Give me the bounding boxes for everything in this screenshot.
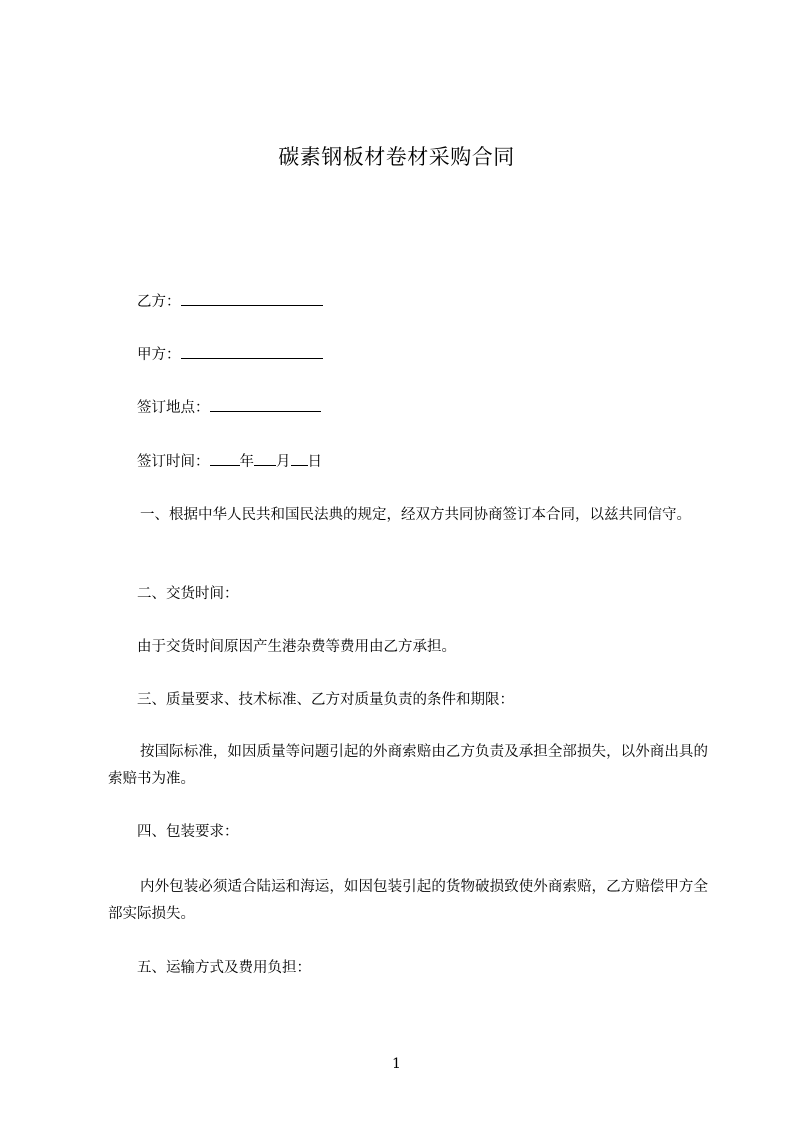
day-blank	[291, 451, 308, 466]
party-a-label: 甲方：	[137, 347, 181, 363]
year-blank	[210, 451, 240, 466]
page-number: 1	[392, 1056, 401, 1072]
party-b-label: 乙方：	[137, 294, 181, 310]
month-blank	[254, 451, 276, 466]
clause-5-heading: 五、运输方式及费用负担：	[137, 960, 311, 976]
sign-place-label: 签订地点：	[137, 400, 210, 416]
year-label: 年	[239, 454, 254, 470]
clause-1: 一、根据中华人民共和国民法典的规定，经双方共同协商签订本合同，以兹共同信守。	[140, 507, 691, 523]
month-label: 月	[276, 454, 291, 470]
document-title: 碳素钢板材卷材采购合同	[278, 145, 515, 169]
party-a-blank	[181, 344, 323, 359]
clause-4-body: 内外包装必须适合陆运和海运，如因包装引起的货物破损致使外商索赔，乙方赔偿甲方全部实际损失。	[108, 879, 708, 922]
clause-3-heading: 三、质量要求、技术标准、乙方对质量负责的条件和期限：	[137, 692, 514, 708]
clause-4-heading: 四、包装要求：	[137, 824, 239, 840]
day-label: 日	[307, 454, 322, 470]
party-a-line	[137, 344, 323, 365]
party-b-line	[137, 291, 323, 312]
sign-time-label: 签订时间：	[137, 454, 210, 470]
clause-2-heading: 二、交货时间：	[137, 586, 239, 602]
clause-3-body: 按国际标准，如因质量等问题引起的外商索赔由乙方负责及承担全部损失，以外商出具的索赔书为准。	[108, 744, 708, 787]
clause-2-body: 由于交货时间原因产生港杂费等费用由乙方承担。	[137, 639, 456, 655]
sign-place-line	[137, 397, 321, 418]
party-b-blank	[181, 291, 323, 306]
sign-time-line	[137, 451, 322, 472]
sign-place-blank	[210, 397, 321, 412]
